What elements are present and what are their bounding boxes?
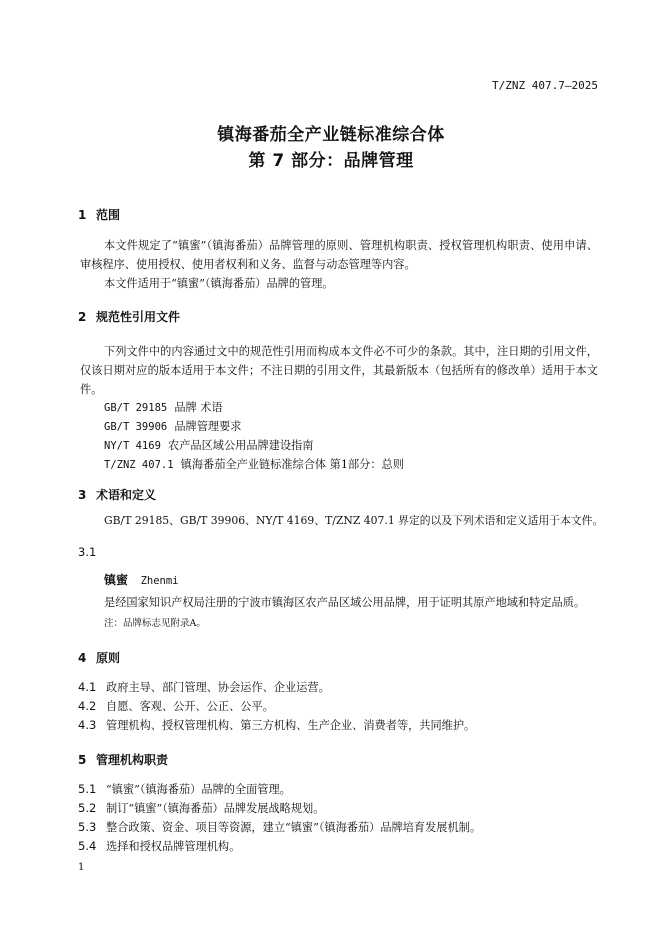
section-2-paragraph: 下列文件中的内容通过文中的规范性引用而构成本文件必不可少的条款。其中，注日期的引用文件，仅该日期对应的版本适用于本文件；不注日期的引用文件，其最新版本（包括所有的修改单）适用于本文件。 <box>80 345 598 396</box>
section-1-heading <box>78 206 120 223</box>
section-title: 范围 <box>96 208 121 222</box>
section-number: 1 <box>78 208 87 222</box>
reference-item <box>104 398 223 418</box>
section-1-paragraph-1: 本文件规定了“镇蜜”（镇海番茄）品牌管理的原则、管理机构职责、授权管理机构职责、使用申请、审核程序、使用授权、使用者权利和义务、监督与动态管理等内容。 <box>80 239 598 271</box>
term-note: 注：品牌标志见附录A。 <box>104 618 206 629</box>
reference-item <box>104 417 241 437</box>
reference-title: 品牌 术语 <box>174 401 223 414</box>
section-title: 规范性引用文件 <box>96 310 181 324</box>
document-number: T/ZNZ 407.7—2025 <box>492 79 598 92</box>
reference-code: NY/T 4169 <box>104 440 161 452</box>
item-text: “镇蜜”（镇海番茄）品牌的全面管理。 <box>106 783 291 796</box>
item-number: 4.3 <box>78 718 97 732</box>
section-number: 4 <box>78 651 87 665</box>
list-item <box>78 717 475 733</box>
reference-title: 镇海番茄全产业链标准综合体 第1部分：总则 <box>180 458 404 471</box>
list-item <box>78 679 330 695</box>
section-title: 管理机构职责 <box>96 753 169 767</box>
section-title: 原则 <box>96 651 121 665</box>
section-title: 术语和定义 <box>96 488 157 502</box>
term-entry <box>104 571 179 588</box>
reference-code: T/ZNZ 407.1 <box>104 459 174 471</box>
section-5-heading <box>78 751 168 768</box>
item-text: 整合政策、资金、项目等资源，建立“镇蜜”（镇海番茄）品牌培育发展机制。 <box>106 821 482 834</box>
section-3-heading <box>78 486 156 503</box>
section-2-heading <box>78 308 180 325</box>
reference-title: 品牌管理要求 <box>174 420 242 433</box>
item-text: 选择和授权品牌管理机构。 <box>106 840 241 853</box>
section-number: 2 <box>78 310 87 324</box>
list-item <box>78 781 291 797</box>
term-chinese: 镇蜜 <box>104 573 129 587</box>
item-number: 4.1 <box>78 680 97 694</box>
list-item <box>78 838 240 854</box>
term-number: 3.1 <box>78 545 97 559</box>
term-english: Zhenmi <box>140 575 179 587</box>
reference-code: GB/T 39906 <box>104 421 168 433</box>
reference-item <box>104 455 404 475</box>
document-subtitle: 第 7 部分：品牌管理 <box>248 151 414 171</box>
item-number: 5.2 <box>78 801 97 815</box>
reference-code: GB/T 29185 <box>104 402 168 414</box>
item-text: 管理机构、授权管理机构、第三方机构、生产企业、消费者等，共同维护。 <box>106 719 476 732</box>
section-3-paragraph: GB/T 29185、GB/T 39906、NY/T 4169、T/ZNZ 407.1 界定的以及下列术语和定义适用于本文件。 <box>104 514 604 527</box>
reference-title: 农产品区域公用品牌建设指南 <box>168 439 314 452</box>
section-number: 5 <box>78 753 87 767</box>
item-number: 4.2 <box>78 699 97 713</box>
list-item <box>78 819 481 835</box>
section-1-paragraph-2: 本文件适用于“镇蜜”（镇海番茄）品牌的管理。 <box>104 277 334 290</box>
section-number: 3 <box>78 488 87 502</box>
item-number: 5.3 <box>78 820 97 834</box>
item-text: 政府主导、部门管理、协会运作、企业运营。 <box>106 681 330 694</box>
item-text: 自愿、客观、公开、公正、公平。 <box>106 700 274 713</box>
term-definition: 是经国家知识产权局注册的宁波市镇海区农产品区域公用品牌，用于证明其原产地域和特定品质。 <box>104 596 586 609</box>
list-item <box>78 698 274 714</box>
reference-item <box>104 436 313 456</box>
item-number: 5.1 <box>78 782 97 796</box>
list-item <box>78 800 324 816</box>
section-4-heading <box>78 649 120 666</box>
item-number: 5.4 <box>78 839 97 853</box>
page-number: 1 <box>78 862 85 873</box>
item-text: 制订“镇蜜”（镇海番茄）品牌发展战略规划。 <box>106 802 325 815</box>
document-title: 镇海番茄全产业链标准综合体 <box>217 125 445 145</box>
